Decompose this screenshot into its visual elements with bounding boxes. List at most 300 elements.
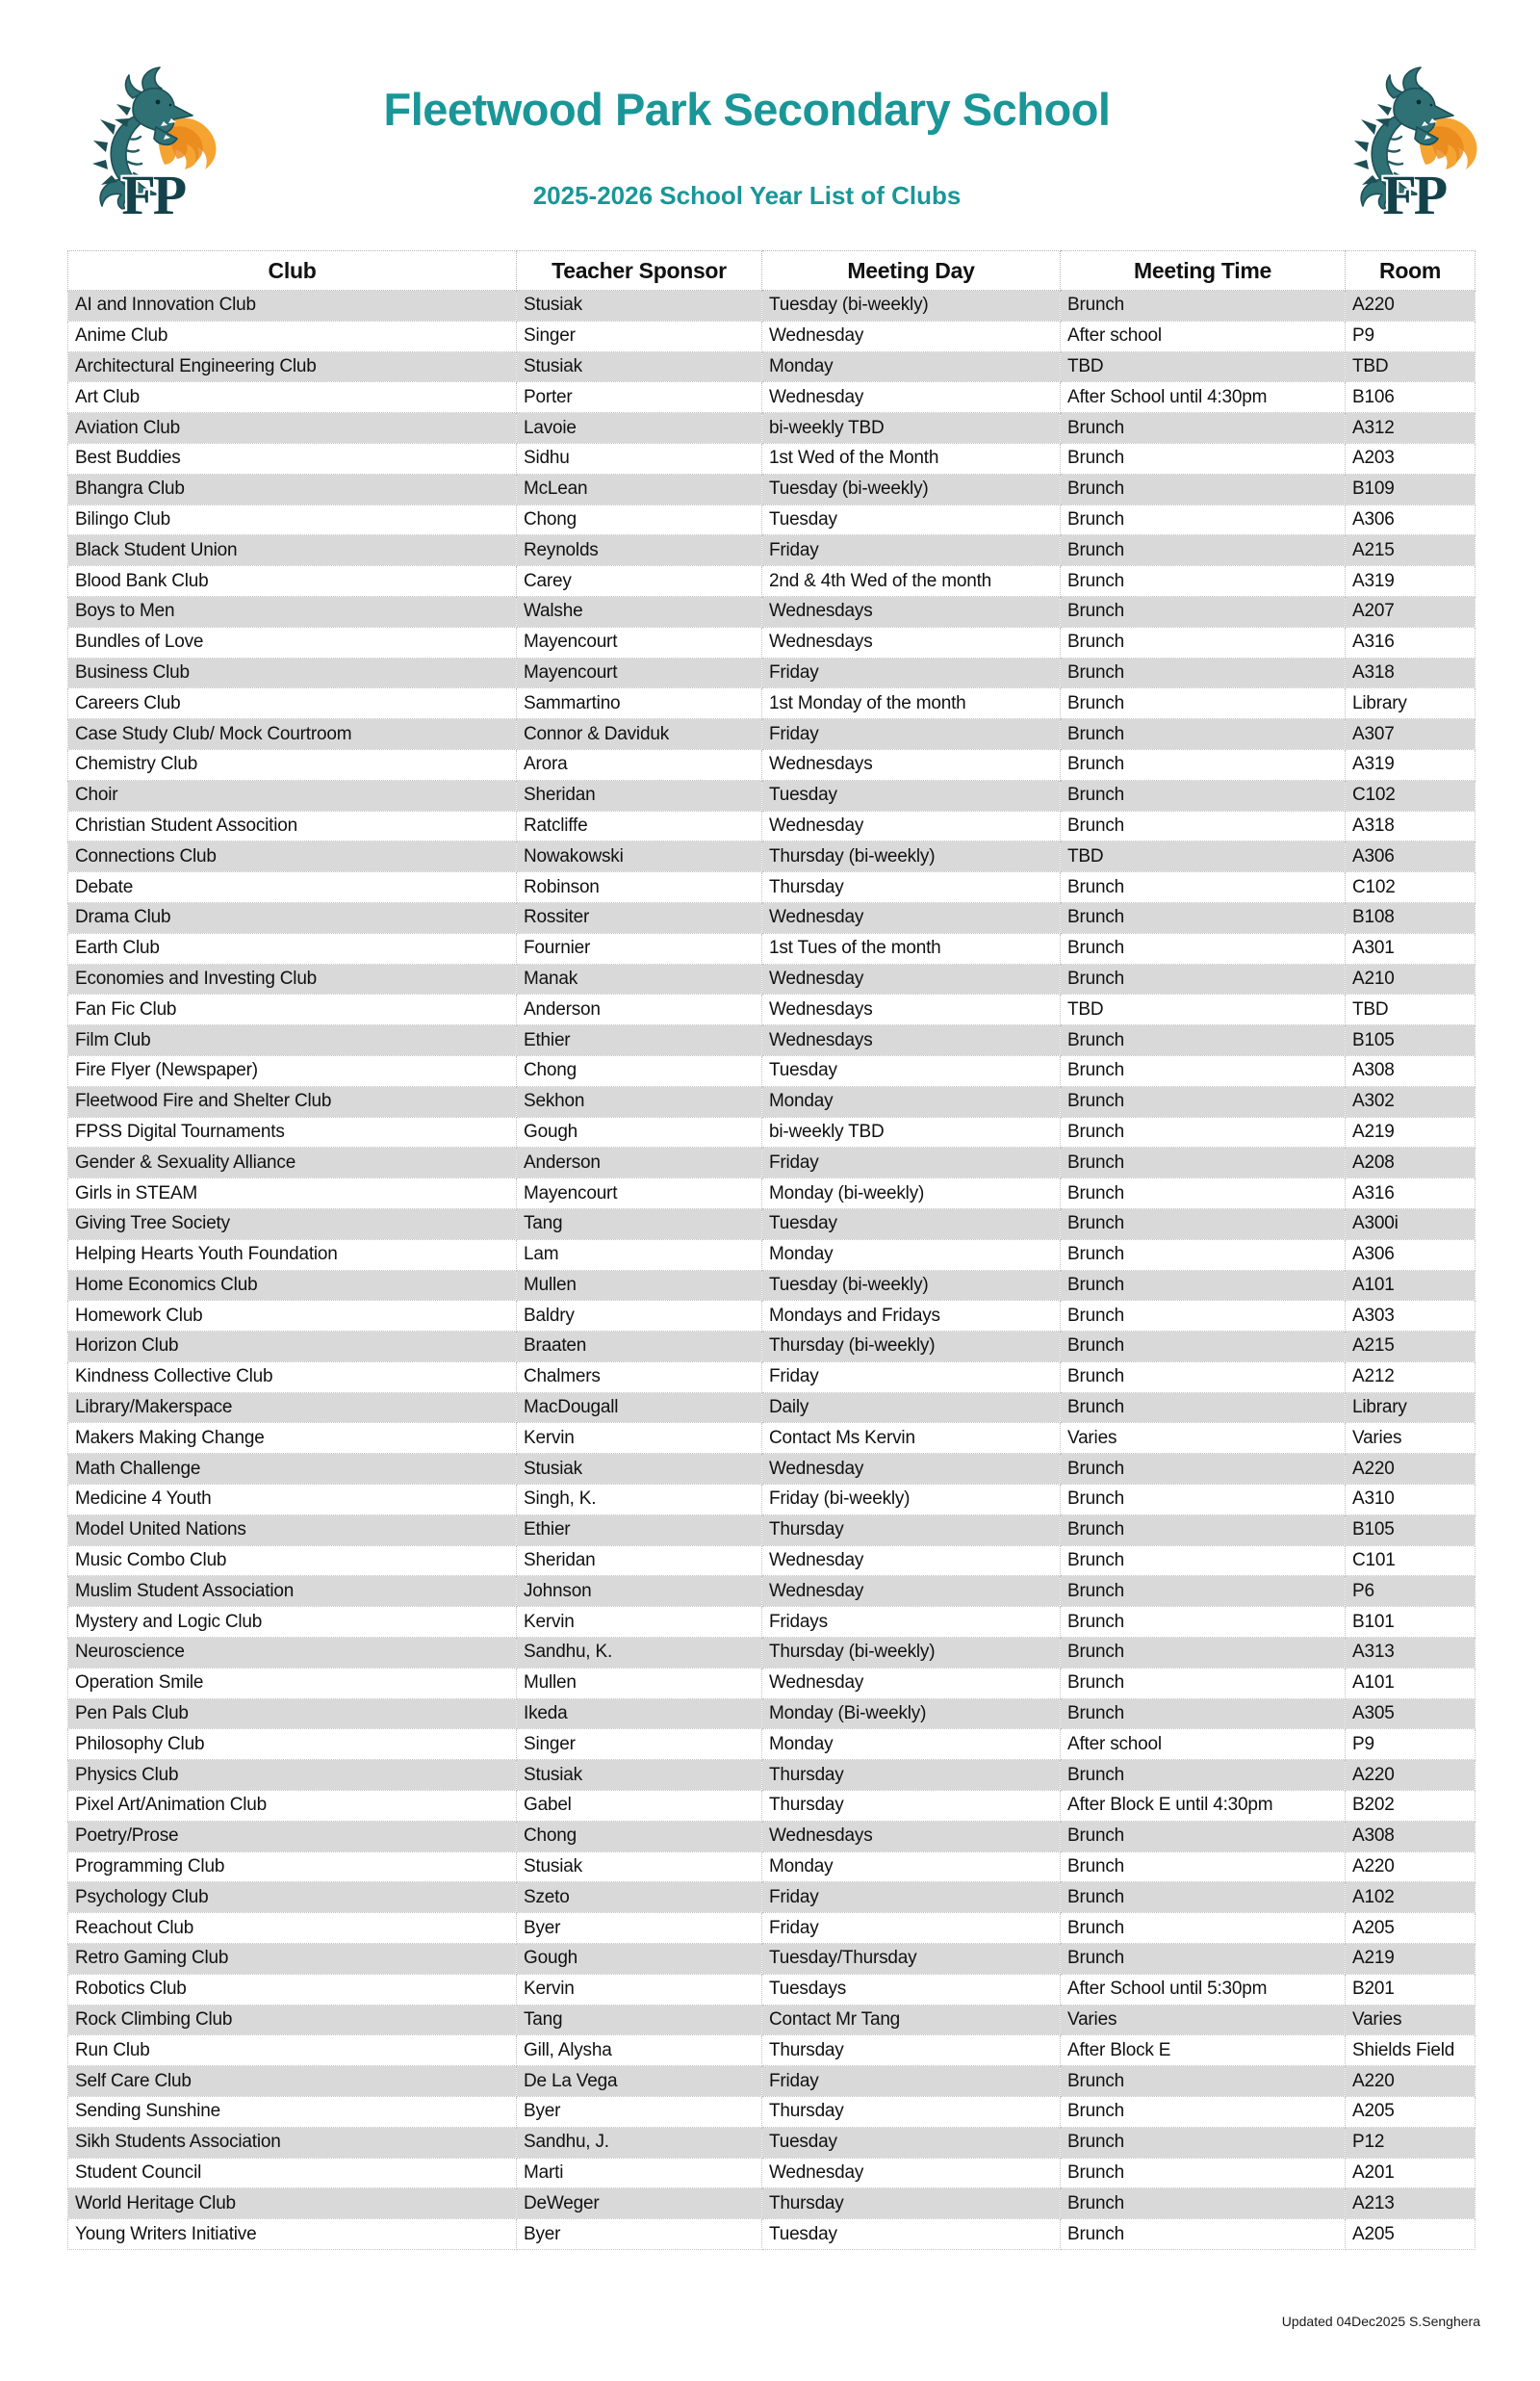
cell-club: Boys to Men <box>68 596 517 627</box>
cell-club: Business Club <box>68 658 517 688</box>
cell-room: C102 <box>1346 872 1476 903</box>
cell-teacher-sponsor: Kervin <box>517 1423 762 1454</box>
table-row <box>68 2188 1476 2219</box>
cell-teacher-sponsor: Singer <box>517 321 762 351</box>
cell-room: B108 <box>1346 902 1476 933</box>
cell-meeting-time: Brunch <box>1061 2219 1346 2250</box>
cell-meeting-time: Brunch <box>1061 1607 1346 1638</box>
cell-meeting-time: Brunch <box>1061 1148 1346 1178</box>
cell-meeting-day: Tuesday <box>762 1055 1061 1086</box>
cell-room: A307 <box>1346 719 1476 750</box>
table-row <box>68 2097 1476 2128</box>
cell-room: P9 <box>1346 321 1476 351</box>
cell-meeting-time: Brunch <box>1061 1301 1346 1332</box>
table-row <box>68 1208 1476 1239</box>
fp-monogram: FP <box>121 164 185 226</box>
cell-club: Art Club <box>68 382 517 413</box>
cell-club: Programming Club <box>68 1851 517 1882</box>
cell-room: A302 <box>1346 1086 1476 1117</box>
cell-teacher-sponsor: Mullen <box>517 1270 762 1301</box>
cell-meeting-day: Friday <box>762 535 1061 566</box>
cell-meeting-time: Brunch <box>1061 1698 1346 1729</box>
cell-meeting-time: Brunch <box>1061 1760 1346 1791</box>
cell-room: A215 <box>1346 535 1476 566</box>
cell-meeting-day: Thursday (bi-weekly) <box>762 1332 1061 1362</box>
cell-club: Helping Hearts Youth Foundation <box>68 1239 517 1270</box>
cell-club: Architectural Engineering Club <box>68 351 517 382</box>
cell-club: Careers Club <box>68 688 517 719</box>
cell-teacher-sponsor: Chong <box>517 1821 762 1851</box>
cell-teacher-sponsor: Fournier <box>517 933 762 964</box>
cell-teacher-sponsor: Arora <box>517 749 762 780</box>
cell-meeting-day: Wednesday <box>762 811 1061 841</box>
cell-club: Makers Making Change <box>68 1423 517 1454</box>
cell-meeting-time: Brunch <box>1061 1178 1346 1209</box>
cell-meeting-time: Brunch <box>1061 2188 1346 2219</box>
cell-club: Mystery and Logic Club <box>68 1607 517 1638</box>
cell-teacher-sponsor: Sammartino <box>517 688 762 719</box>
cell-meeting-time: Brunch <box>1061 658 1346 688</box>
cell-meeting-time: TBD <box>1061 995 1346 1025</box>
table-row <box>68 1791 1476 1822</box>
cell-room: A220 <box>1346 1454 1476 1485</box>
cell-teacher-sponsor: MacDougall <box>517 1392 762 1423</box>
cell-meeting-time: Brunch <box>1061 1545 1346 1576</box>
cell-meeting-day: Thursday <box>762 1791 1061 1822</box>
cell-meeting-day: Tuesday (bi-weekly) <box>762 474 1061 505</box>
cell-meeting-day: Monday (bi-weekly) <box>762 1178 1061 1209</box>
cell-meeting-day: Wednesday <box>762 902 1061 933</box>
cell-club: Math Challenge <box>68 1454 517 1485</box>
cell-room: A101 <box>1346 1270 1476 1301</box>
cell-club: Fleetwood Fire and Shelter Club <box>68 1086 517 1117</box>
cell-room: A215 <box>1346 1332 1476 1362</box>
cell-teacher-sponsor: Carey <box>517 566 762 597</box>
cell-teacher-sponsor: Connor & Daviduk <box>517 719 762 750</box>
cell-teacher-sponsor: Stusiak <box>517 1760 762 1791</box>
table-row <box>68 841 1476 872</box>
cell-room: Varies <box>1346 2005 1476 2035</box>
cell-room: B105 <box>1346 1514 1476 1545</box>
cell-room: A220 <box>1346 291 1476 322</box>
cell-teacher-sponsor: Marti <box>517 2158 762 2188</box>
table-row <box>68 1025 1476 1056</box>
cell-teacher-sponsor: Singer <box>517 1729 762 1760</box>
cell-meeting-time: Brunch <box>1061 933 1346 964</box>
cell-teacher-sponsor: Ratcliffe <box>517 811 762 841</box>
cell-meeting-time: Brunch <box>1061 1851 1346 1882</box>
cell-room: A300i <box>1346 1208 1476 1239</box>
cell-meeting-time: Brunch <box>1061 2158 1346 2188</box>
cell-meeting-time: Brunch <box>1061 566 1346 597</box>
cell-meeting-day: bi-weekly TBD <box>762 413 1061 444</box>
cell-room: A205 <box>1346 2219 1476 2250</box>
cell-teacher-sponsor: Sidhu <box>517 443 762 474</box>
cell-club: Chemistry Club <box>68 749 517 780</box>
clubs-table <box>67 250 1476 2250</box>
table-row <box>68 688 1476 719</box>
cell-meeting-time: Brunch <box>1061 1485 1346 1515</box>
cell-meeting-time: Brunch <box>1061 872 1346 903</box>
cell-room: A219 <box>1346 1944 1476 1975</box>
cell-meeting-day: Monday <box>762 1729 1061 1760</box>
cell-meeting-day: Wednesday <box>762 1668 1061 1698</box>
table-row <box>68 1239 1476 1270</box>
cell-meeting-day: Monday (Bi-weekly) <box>762 1698 1061 1729</box>
cell-meeting-time: Brunch <box>1061 719 1346 750</box>
cell-teacher-sponsor: Ikeda <box>517 1698 762 1729</box>
cell-meeting-day: Tuesday <box>762 1208 1061 1239</box>
cell-meeting-time: TBD <box>1061 351 1346 382</box>
table-row <box>68 995 1476 1025</box>
cell-room: A205 <box>1346 2097 1476 2128</box>
cell-room: A319 <box>1346 749 1476 780</box>
table-row <box>68 1454 1476 1485</box>
cell-meeting-time: Brunch <box>1061 535 1346 566</box>
cell-club: Self Care Club <box>68 2066 517 2097</box>
table-row <box>68 933 1476 964</box>
table-row <box>68 321 1476 351</box>
table-row <box>68 1607 1476 1638</box>
cell-meeting-day: Wednesday <box>762 321 1061 351</box>
cell-room: P12 <box>1346 2127 1476 2158</box>
cell-meeting-time: Brunch <box>1061 1638 1346 1669</box>
cell-meeting-time: Brunch <box>1061 1821 1346 1851</box>
cell-meeting-day: Wednesdays <box>762 596 1061 627</box>
cell-teacher-sponsor: Tang <box>517 1208 762 1239</box>
cell-meeting-time: Brunch <box>1061 474 1346 505</box>
cell-room: TBD <box>1346 995 1476 1025</box>
cell-club: Pixel Art/Animation Club <box>68 1791 517 1822</box>
cell-meeting-time: Brunch <box>1061 596 1346 627</box>
cell-meeting-time: Brunch <box>1061 964 1346 995</box>
cell-teacher-sponsor: Lam <box>517 1239 762 1270</box>
cell-room: A318 <box>1346 811 1476 841</box>
cell-meeting-time: Brunch <box>1061 811 1346 841</box>
cell-meeting-day: Monday <box>762 1086 1061 1117</box>
cell-meeting-time: Brunch <box>1061 1576 1346 1607</box>
cell-club: Black Student Union <box>68 535 517 566</box>
cell-room: B109 <box>1346 474 1476 505</box>
cell-teacher-sponsor: Mayencourt <box>517 627 762 658</box>
table-row <box>68 658 1476 688</box>
cell-meeting-day: Friday <box>762 658 1061 688</box>
cell-club: Run Club <box>68 2035 517 2066</box>
cell-meeting-day: Daily <box>762 1392 1061 1423</box>
cell-meeting-day: Monday <box>762 351 1061 382</box>
cell-meeting-day: Friday <box>762 719 1061 750</box>
cell-meeting-day: Friday <box>762 1913 1061 1944</box>
table-row <box>68 1944 1476 1975</box>
table-row <box>68 872 1476 903</box>
cell-teacher-sponsor: Lavoie <box>517 413 762 444</box>
table-row <box>68 1821 1476 1851</box>
cell-teacher-sponsor: Mayencourt <box>517 1178 762 1209</box>
column-header-teacher-sponsor: Teacher Sponsor <box>517 251 762 291</box>
cell-room: A201 <box>1346 2158 1476 2188</box>
cell-meeting-day: Tuesday <box>762 780 1061 811</box>
table-row <box>68 2005 1476 2035</box>
cell-room: A207 <box>1346 596 1476 627</box>
table-row <box>68 1178 1476 1209</box>
cell-club: Debate <box>68 872 517 903</box>
table-row <box>68 1117 1476 1148</box>
cell-meeting-day: Monday <box>762 1239 1061 1270</box>
cell-club: Library/Makerspace <box>68 1392 517 1423</box>
cell-meeting-day: Tuesday (bi-weekly) <box>762 291 1061 322</box>
cell-meeting-day: Friday <box>762 1148 1061 1178</box>
cell-room: A313 <box>1346 1638 1476 1669</box>
cell-room: TBD <box>1346 351 1476 382</box>
cell-teacher-sponsor: Sheridan <box>517 1545 762 1576</box>
table-row <box>68 1698 1476 1729</box>
table-row <box>68 627 1476 658</box>
cell-meeting-time: After School until 4:30pm <box>1061 382 1346 413</box>
cell-meeting-day: Contact Ms Kervin <box>762 1423 1061 1454</box>
cell-room: Shields Field <box>1346 2035 1476 2066</box>
cell-meeting-day: Wednesdays <box>762 995 1061 1025</box>
cell-teacher-sponsor: Mayencourt <box>517 658 762 688</box>
cell-teacher-sponsor: Stusiak <box>517 291 762 322</box>
cell-meeting-time: Brunch <box>1061 2097 1346 2128</box>
cell-room: A220 <box>1346 1851 1476 1882</box>
cell-meeting-time: Brunch <box>1061 780 1346 811</box>
cell-meeting-day: 1st Wed of the Month <box>762 443 1061 474</box>
cell-room: B202 <box>1346 1791 1476 1822</box>
cell-meeting-day: Contact Mr Tang <box>762 2005 1061 2035</box>
cell-club: Reachout Club <box>68 1913 517 1944</box>
cell-teacher-sponsor: Rossiter <box>517 902 762 933</box>
table-row <box>68 1545 1476 1576</box>
cell-room: P9 <box>1346 1729 1476 1760</box>
cell-meeting-day: Thursday (bi-weekly) <box>762 841 1061 872</box>
column-header-meeting-day: Meeting Day <box>762 251 1061 291</box>
cell-meeting-day: Tuesday <box>762 2219 1061 2250</box>
cell-meeting-time: Brunch <box>1061 1270 1346 1301</box>
cell-meeting-time: Brunch <box>1061 1208 1346 1239</box>
cell-teacher-sponsor: Stusiak <box>517 1454 762 1485</box>
cell-teacher-sponsor: Gough <box>517 1944 762 1975</box>
cell-meeting-day: Wednesdays <box>762 1025 1061 1056</box>
cell-meeting-time: After Block E <box>1061 2035 1346 2066</box>
cell-room: A219 <box>1346 1117 1476 1148</box>
cell-teacher-sponsor: Tang <box>517 2005 762 2035</box>
cell-room: P6 <box>1346 1576 1476 1607</box>
cell-club: Gender & Sexuality Alliance <box>68 1148 517 1178</box>
table-row <box>68 719 1476 750</box>
table-row <box>68 1361 1476 1392</box>
table-row <box>68 1668 1476 1698</box>
table-row <box>68 505 1476 535</box>
cell-teacher-sponsor: Szeto <box>517 1882 762 1913</box>
cell-club: Christian Student Assocition <box>68 811 517 841</box>
page-title: Fleetwood Park Secondary School <box>383 84 1111 135</box>
cell-teacher-sponsor: Chong <box>517 1055 762 1086</box>
cell-meeting-day: Friday <box>762 1882 1061 1913</box>
cell-club: Sending Sunshine <box>68 2097 517 2128</box>
cell-teacher-sponsor: Gabel <box>517 1791 762 1822</box>
cell-club: Best Buddies <box>68 443 517 474</box>
cell-club: Psychology Club <box>68 1882 517 1913</box>
table-row <box>68 2219 1476 2250</box>
cell-room: A316 <box>1346 1178 1476 1209</box>
table-row <box>68 1760 1476 1791</box>
cell-room: C101 <box>1346 1545 1476 1576</box>
cell-teacher-sponsor: Sandhu, K. <box>517 1638 762 1669</box>
cell-teacher-sponsor: Kervin <box>517 1607 762 1638</box>
cell-teacher-sponsor: Stusiak <box>517 1851 762 1882</box>
cell-club: Homework Club <box>68 1301 517 1332</box>
cell-club: Choir <box>68 780 517 811</box>
table-row <box>68 1055 1476 1086</box>
cell-teacher-sponsor: Stusiak <box>517 351 762 382</box>
cell-teacher-sponsor: Ethier <box>517 1025 762 1056</box>
cell-meeting-day: 2nd & 4th Wed of the month <box>762 566 1061 597</box>
table-row <box>68 2127 1476 2158</box>
cell-room: A312 <box>1346 413 1476 444</box>
table-header-row <box>68 251 1476 291</box>
cell-teacher-sponsor: Byer <box>517 2219 762 2250</box>
cell-meeting-day: Monday <box>762 1851 1061 1882</box>
cell-meeting-day: Tuesdays <box>762 1974 1061 2005</box>
table-row <box>68 2066 1476 2097</box>
cell-meeting-day: bi-weekly TBD <box>762 1117 1061 1148</box>
column-header-room: Room <box>1346 251 1476 291</box>
cell-meeting-day: Wednesday <box>762 1576 1061 1607</box>
cell-teacher-sponsor: Sheridan <box>517 780 762 811</box>
table-row <box>68 2158 1476 2188</box>
table-row <box>68 2035 1476 2066</box>
cell-meeting-day: Mondays and Fridays <box>762 1301 1061 1332</box>
cell-room: A102 <box>1346 1882 1476 1913</box>
cell-teacher-sponsor: Anderson <box>517 1148 762 1178</box>
table-row <box>68 1514 1476 1545</box>
cell-meeting-day: Friday <box>762 1361 1061 1392</box>
cell-room: A306 <box>1346 1239 1476 1270</box>
cell-meeting-time: TBD <box>1061 841 1346 872</box>
cell-meeting-day: Fridays <box>762 1607 1061 1638</box>
cell-club: World Heritage Club <box>68 2188 517 2219</box>
cell-meeting-day: 1st Tues of the month <box>762 933 1061 964</box>
cell-teacher-sponsor: Braaten <box>517 1332 762 1362</box>
cell-teacher-sponsor: De La Vega <box>517 2066 762 2097</box>
cell-club: Poetry/Prose <box>68 1821 517 1851</box>
table-row <box>68 1332 1476 1362</box>
cell-room: B201 <box>1346 1974 1476 2005</box>
table-row <box>68 1638 1476 1669</box>
cell-meeting-time: Brunch <box>1061 1332 1346 1362</box>
cell-club: Physics Club <box>68 1760 517 1791</box>
cell-club: Retro Gaming Club <box>68 1944 517 1975</box>
cell-club: AI and Innovation Club <box>68 291 517 322</box>
cell-meeting-time: After School until 5:30pm <box>1061 1974 1346 2005</box>
cell-meeting-time: After school <box>1061 321 1346 351</box>
table-row <box>68 1148 1476 1178</box>
cell-meeting-time: After school <box>1061 1729 1346 1760</box>
cell-meeting-time: Brunch <box>1061 1668 1346 1698</box>
cell-meeting-day: Wednesdays <box>762 749 1061 780</box>
cell-meeting-time: Brunch <box>1061 1239 1346 1270</box>
cell-club: Bilingo Club <box>68 505 517 535</box>
cell-meeting-day: Thursday (bi-weekly) <box>762 1638 1061 1669</box>
cell-meeting-day: Wednesday <box>762 2158 1061 2188</box>
cell-club: Neuroscience <box>68 1638 517 1669</box>
cell-club: Connections Club <box>68 841 517 872</box>
cell-room: A301 <box>1346 933 1476 964</box>
cell-teacher-sponsor: Kervin <box>517 1974 762 2005</box>
table-row <box>68 1913 1476 1944</box>
cell-room: A205 <box>1346 1913 1476 1944</box>
cell-meeting-time: Brunch <box>1061 1392 1346 1423</box>
cell-teacher-sponsor: Robinson <box>517 872 762 903</box>
table-row <box>68 596 1476 627</box>
cell-room: Library <box>1346 1392 1476 1423</box>
cell-meeting-day: Thursday <box>762 1760 1061 1791</box>
cell-teacher-sponsor: Nowakowski <box>517 841 762 872</box>
cell-meeting-day: Thursday <box>762 2188 1061 2219</box>
cell-room: A306 <box>1346 505 1476 535</box>
cell-meeting-time: Brunch <box>1061 1944 1346 1975</box>
cell-club: Robotics Club <box>68 1974 517 2005</box>
column-header-meeting-time: Meeting Time <box>1061 251 1346 291</box>
cell-meeting-time: Brunch <box>1061 443 1346 474</box>
clubs-table-body <box>68 291 1476 2250</box>
cell-club: Operation Smile <box>68 1668 517 1698</box>
cell-club: Bhangra Club <box>68 474 517 505</box>
cell-meeting-day: Thursday <box>762 2097 1061 2128</box>
table-row <box>68 811 1476 841</box>
cell-meeting-time: Brunch <box>1061 688 1346 719</box>
cell-teacher-sponsor: Johnson <box>517 1576 762 1607</box>
cell-teacher-sponsor: Reynolds <box>517 535 762 566</box>
cell-meeting-time: Brunch <box>1061 1117 1346 1148</box>
cell-club: Giving Tree Society <box>68 1208 517 1239</box>
cell-teacher-sponsor: Manak <box>517 964 762 995</box>
cell-room: B101 <box>1346 1607 1476 1638</box>
cell-meeting-day: Wednesdays <box>762 1821 1061 1851</box>
cell-club: Blood Bank Club <box>68 566 517 597</box>
cell-room: Library <box>1346 688 1476 719</box>
cell-teacher-sponsor: Byer <box>517 1913 762 1944</box>
cell-meeting-time: Brunch <box>1061 1454 1346 1485</box>
cell-club: Philosophy Club <box>68 1729 517 1760</box>
table-row <box>68 1882 1476 1913</box>
table-row <box>68 566 1476 597</box>
cell-teacher-sponsor: Anderson <box>517 995 762 1025</box>
cell-club: Rock Climbing Club <box>68 2005 517 2035</box>
cell-meeting-time: Brunch <box>1061 1913 1346 1944</box>
cell-meeting-day: Thursday <box>762 1514 1061 1545</box>
cell-teacher-sponsor: Byer <box>517 2097 762 2128</box>
table-row <box>68 780 1476 811</box>
cell-meeting-time: Brunch <box>1061 902 1346 933</box>
cell-room: A310 <box>1346 1485 1476 1515</box>
cell-meeting-day: Tuesday <box>762 505 1061 535</box>
cell-teacher-sponsor: Gough <box>517 1117 762 1148</box>
cell-teacher-sponsor: Sekhon <box>517 1086 762 1117</box>
cell-teacher-sponsor: Chalmers <box>517 1361 762 1392</box>
cell-meeting-time: Brunch <box>1061 749 1346 780</box>
table-row <box>68 443 1476 474</box>
cell-meeting-day: Thursday <box>762 2035 1061 2066</box>
table-row <box>68 413 1476 444</box>
cell-club: Student Council <box>68 2158 517 2188</box>
table-row <box>68 291 1476 322</box>
table-row <box>68 1974 1476 2005</box>
cell-club: Muslim Student Association <box>68 1576 517 1607</box>
cell-teacher-sponsor: Singh, K. <box>517 1485 762 1515</box>
column-header-club: Club <box>68 251 517 291</box>
